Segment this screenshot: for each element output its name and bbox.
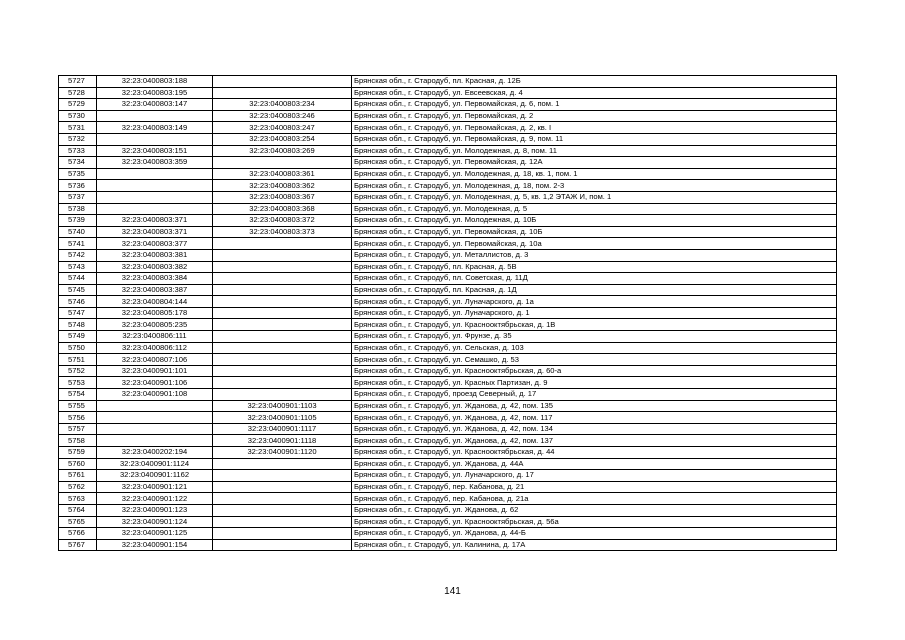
premises-cadastral-number-cell: 32:23:0400803:254 [213, 133, 352, 145]
row-number-cell: 5738 [59, 203, 97, 215]
premises-cadastral-number-cell: 32:23:0400803:368 [213, 203, 352, 215]
row-number-cell: 5748 [59, 319, 97, 331]
row-number-cell: 5734 [59, 157, 97, 169]
table-row [59, 76, 837, 88]
row-number-cell: 5745 [59, 284, 97, 296]
cadastral-number-cell: 32:23:0400901:108 [97, 389, 213, 401]
address-cell: Брянская обл., г. Стародуб, пл. Красная, д. 12Б [352, 76, 837, 88]
row-number-cell: 5733 [59, 145, 97, 157]
cadastral-number-cell: 32:23:0400901:123 [97, 504, 213, 516]
address-cell: Брянская обл., г. Стародуб, ул. Жданова, д. 42, пом. 137 [352, 435, 837, 447]
premises-cadastral-number-cell: 32:23:0400803:361 [213, 168, 352, 180]
cadastral-number-cell [97, 435, 213, 447]
premises-cadastral-number-cell [213, 342, 352, 354]
premises-cadastral-number-cell [213, 354, 352, 366]
table-row [59, 528, 837, 540]
row-number-cell: 5754 [59, 389, 97, 401]
cadastral-number-cell [97, 400, 213, 412]
premises-cadastral-number-cell: 32:23:0400803:246 [213, 110, 352, 122]
table-row [59, 377, 837, 389]
premises-cadastral-number-cell [213, 307, 352, 319]
address-cell: Брянская обл., г. Стародуб, ул. Жданова, д. 42, пом. 135 [352, 400, 837, 412]
address-cell: Брянская обл., г. Стародуб, ул. Луначарского, д. 17 [352, 470, 837, 482]
table-row [59, 110, 837, 122]
table-row [59, 249, 837, 261]
table-row [59, 284, 837, 296]
premises-cadastral-number-cell [213, 389, 352, 401]
premises-cadastral-number-cell [213, 481, 352, 493]
row-number-cell: 5758 [59, 435, 97, 447]
table-row [59, 539, 837, 551]
cadastral-number-cell: 32:23:0400803:384 [97, 273, 213, 285]
address-cell: Брянская обл., г. Стародуб, ул. Молодежная, д. 5 [352, 203, 837, 215]
premises-cadastral-number-cell [213, 76, 352, 88]
address-cell: Брянская обл., г. Стародуб, ул. Сельская, д. 103 [352, 342, 837, 354]
cadastral-number-cell: 32:23:0400803:188 [97, 76, 213, 88]
cadastral-number-cell: 32:23:0400805:235 [97, 319, 213, 331]
premises-cadastral-number-cell [213, 470, 352, 482]
cadastral-number-cell [97, 203, 213, 215]
address-cell: Брянская обл., г. Стародуб, ул. Красных Партизан, д. 9 [352, 377, 837, 389]
row-number-cell: 5755 [59, 400, 97, 412]
cadastral-number-cell [97, 180, 213, 192]
address-cell: Брянская обл., г. Стародуб, ул. Молодежная, д. 5, кв. 1,2 ЭТАЖ И, пом. 1 [352, 191, 837, 203]
table-row [59, 319, 837, 331]
address-cell: Брянская обл., г. Стародуб, ул. Молодежная, д. 10Б [352, 215, 837, 227]
premises-cadastral-number-cell [213, 261, 352, 273]
address-cell: Брянская обл., г. Стародуб, проезд Северный, д. 17 [352, 389, 837, 401]
premises-cadastral-number-cell [213, 528, 352, 540]
premises-cadastral-number-cell [213, 331, 352, 343]
address-cell: Брянская обл., г. Стародуб, ул. Первомайская, д. 2 [352, 110, 837, 122]
row-number-cell: 5749 [59, 331, 97, 343]
row-number-cell: 5746 [59, 296, 97, 308]
row-number-cell: 5743 [59, 261, 97, 273]
address-cell: Брянская обл., г. Стародуб, ул. Первомайская, д. 2, кв. I [352, 122, 837, 134]
address-cell: Брянская обл., г. Стародуб, ул. Первомайская, д. 9, пом. 11 [352, 133, 837, 145]
premises-cadastral-number-cell [213, 539, 352, 551]
table-row [59, 145, 837, 157]
cadastral-number-cell: 32:23:0400803:371 [97, 215, 213, 227]
table-row [59, 133, 837, 145]
table-row [59, 238, 837, 250]
table-row [59, 157, 837, 169]
table-row [59, 447, 837, 459]
table-row [59, 400, 837, 412]
address-cell: Брянская обл., г. Стародуб, ул. Первомайская, д. 10а [352, 238, 837, 250]
row-number-cell: 5744 [59, 273, 97, 285]
premises-cadastral-number-cell: 32:23:0400901:1105 [213, 412, 352, 424]
registry-table [58, 75, 837, 551]
premises-cadastral-number-cell [213, 319, 352, 331]
cadastral-number-cell: 32:23:0400803:371 [97, 226, 213, 238]
cadastral-number-cell: 32:23:0400803:149 [97, 122, 213, 134]
row-number-cell: 5742 [59, 249, 97, 261]
table-row [59, 296, 837, 308]
cadastral-number-cell: 32:23:0400901:154 [97, 539, 213, 551]
row-number-cell: 5756 [59, 412, 97, 424]
cadastral-number-cell: 32:23:0400803:195 [97, 87, 213, 99]
table-row [59, 99, 837, 111]
address-cell: Брянская обл., г. Стародуб, пл. Красная, д. 1Д [352, 284, 837, 296]
row-number-cell: 5740 [59, 226, 97, 238]
page-number: 141 [444, 586, 461, 597]
address-cell: Брянская обл., г. Стародуб, пер. Кабанова, д. 21а [352, 493, 837, 505]
address-cell: Брянская обл., г. Стародуб, ул. Краснооктябрьская, д. 1В [352, 319, 837, 331]
premises-cadastral-number-cell [213, 296, 352, 308]
table-row [59, 342, 837, 354]
cadastral-number-cell: 32:23:0400202:194 [97, 447, 213, 459]
table-row [59, 87, 837, 99]
address-cell: Брянская обл., г. Стародуб, ул. Краснооктябрьская, д. 44 [352, 447, 837, 459]
table-row [59, 493, 837, 505]
cadastral-number-cell: 32:23:0400901:122 [97, 493, 213, 505]
table-row [59, 516, 837, 528]
premises-cadastral-number-cell [213, 516, 352, 528]
cadastral-number-cell: 32:23:0400803:382 [97, 261, 213, 273]
table-row [59, 226, 837, 238]
table-row [59, 412, 837, 424]
table-row [59, 215, 837, 227]
premises-cadastral-number-cell: 32:23:0400803:247 [213, 122, 352, 134]
cadastral-number-cell [97, 191, 213, 203]
row-number-cell: 5747 [59, 307, 97, 319]
row-number-cell: 5731 [59, 122, 97, 134]
address-cell: Брянская обл., г. Стародуб, ул. Краснооктябрьская, д. 60-а [352, 365, 837, 377]
table-row [59, 389, 837, 401]
cadastral-number-cell: 32:23:0400901:124 [97, 516, 213, 528]
cadastral-number-cell: 32:23:0400804:144 [97, 296, 213, 308]
table-row [59, 307, 837, 319]
cadastral-number-cell: 32:23:0400803:147 [97, 99, 213, 111]
address-cell: Брянская обл., г. Стародуб, ул. Фрунзе, д. 35 [352, 331, 837, 343]
address-cell: Брянская обл., г. Стародуб, ул. Жданова, д. 42, пом. 117 [352, 412, 837, 424]
cadastral-number-cell: 32:23:0400803:377 [97, 238, 213, 250]
premises-cadastral-number-cell: 32:23:0400803:367 [213, 191, 352, 203]
cadastral-number-cell: 32:23:0400803:151 [97, 145, 213, 157]
premises-cadastral-number-cell: 32:23:0400803:269 [213, 145, 352, 157]
row-number-cell: 5764 [59, 504, 97, 516]
premises-cadastral-number-cell [213, 249, 352, 261]
premises-cadastral-number-cell: 32:23:0400901:1103 [213, 400, 352, 412]
premises-cadastral-number-cell [213, 157, 352, 169]
address-cell: Брянская обл., г. Стародуб, ул. Семашко, д. 53 [352, 354, 837, 366]
cadastral-number-cell [97, 168, 213, 180]
address-cell: Брянская обл., г. Стародуб, ул. Жданова, д. 42, пом. 134 [352, 423, 837, 435]
table-row [59, 331, 837, 343]
premises-cadastral-number-cell: 32:23:0400803:362 [213, 180, 352, 192]
table-row [59, 191, 837, 203]
cadastral-number-cell: 32:23:0400901:125 [97, 528, 213, 540]
premises-cadastral-number-cell [213, 493, 352, 505]
address-cell: Брянская обл., г. Стародуб, ул. Калинина, д. 17А [352, 539, 837, 551]
address-cell: Брянская обл., г. Стародуб, ул. Луначарского, д. 1а [352, 296, 837, 308]
address-cell: Брянская обл., г. Стародуб, ул. Молодежная, д. 8, пом. 11 [352, 145, 837, 157]
row-number-cell: 5765 [59, 516, 97, 528]
table-row [59, 261, 837, 273]
row-number-cell: 5763 [59, 493, 97, 505]
premises-cadastral-number-cell [213, 284, 352, 296]
cadastral-number-cell: 32:23:0400901:106 [97, 377, 213, 389]
row-number-cell: 5751 [59, 354, 97, 366]
premises-cadastral-number-cell [213, 273, 352, 285]
row-number-cell: 5741 [59, 238, 97, 250]
premises-cadastral-number-cell [213, 504, 352, 516]
address-cell: Брянская обл., г. Стародуб, ул. Молодежная, д. 18, пом. 2-3 [352, 180, 837, 192]
address-cell: Брянская обл., г. Стародуб, ул. Первомайская, д. 10Б [352, 226, 837, 238]
registry-table-body [59, 76, 837, 551]
address-cell: Брянская обл., г. Стародуб, пл. Красная, д. 5В [352, 261, 837, 273]
row-number-cell: 5767 [59, 539, 97, 551]
row-number-cell: 5750 [59, 342, 97, 354]
row-number-cell: 5766 [59, 528, 97, 540]
row-number-cell: 5739 [59, 215, 97, 227]
row-number-cell: 5760 [59, 458, 97, 470]
row-number-cell: 5732 [59, 133, 97, 145]
premises-cadastral-number-cell [213, 365, 352, 377]
premises-cadastral-number-cell: 32:23:0400803:372 [213, 215, 352, 227]
cadastral-number-cell: 32:23:0400901:121 [97, 481, 213, 493]
table-row [59, 458, 837, 470]
row-number-cell: 5735 [59, 168, 97, 180]
address-cell: Брянская обл., г. Стародуб, пер. Кабанова, д. 21 [352, 481, 837, 493]
table-row [59, 273, 837, 285]
cadastral-number-cell: 32:23:0400901:1162 [97, 470, 213, 482]
table-row [59, 122, 837, 134]
premises-cadastral-number-cell: 32:23:0400803:234 [213, 99, 352, 111]
cadastral-number-cell: 32:23:0400803:381 [97, 249, 213, 261]
premises-cadastral-number-cell: 32:23:0400901:1120 [213, 447, 352, 459]
address-cell: Брянская обл., г. Стародуб, ул. Евсеевская, д. 4 [352, 87, 837, 99]
row-number-cell: 5736 [59, 180, 97, 192]
table-row [59, 481, 837, 493]
cadastral-number-cell [97, 133, 213, 145]
row-number-cell: 5757 [59, 423, 97, 435]
premises-cadastral-number-cell [213, 458, 352, 470]
table-row [59, 168, 837, 180]
row-number-cell: 5762 [59, 481, 97, 493]
table-row [59, 423, 837, 435]
row-number-cell: 5728 [59, 87, 97, 99]
address-cell: Брянская обл., г. Стародуб, ул. Первомайская, д. 6, пом. 1 [352, 99, 837, 111]
row-number-cell: 5753 [59, 377, 97, 389]
cadastral-number-cell: 32:23:0400803:359 [97, 157, 213, 169]
premises-cadastral-number-cell [213, 238, 352, 250]
row-number-cell: 5759 [59, 447, 97, 459]
address-cell: Брянская обл., г. Стародуб, ул. Первомайская, д. 12А [352, 157, 837, 169]
row-number-cell: 5729 [59, 99, 97, 111]
address-cell: Брянская обл., г. Стародуб, ул. Молодежная, д. 18, кв. 1, пом. 1 [352, 168, 837, 180]
cadastral-number-cell: 32:23:0400901:101 [97, 365, 213, 377]
cadastral-number-cell: 32:23:0400805:178 [97, 307, 213, 319]
table-row [59, 203, 837, 215]
address-cell: Брянская обл., г. Стародуб, ул. Луначарского, д. 1 [352, 307, 837, 319]
address-cell: Брянская обл., г. Стародуб, ул. Краснооктябрьская, д. 56а [352, 516, 837, 528]
cadastral-number-cell: 32:23:0400806:112 [97, 342, 213, 354]
premises-cadastral-number-cell: 32:23:0400803:373 [213, 226, 352, 238]
address-cell: Брянская обл., г. Стародуб, ул. Металлистов, д. 3 [352, 249, 837, 261]
cadastral-number-cell: 32:23:0400901:1124 [97, 458, 213, 470]
table-row [59, 435, 837, 447]
address-cell: Брянская обл., г. Стародуб, ул. Жданова, д. 44А [352, 458, 837, 470]
cadastral-number-cell: 32:23:0400807:106 [97, 354, 213, 366]
cadastral-number-cell [97, 423, 213, 435]
row-number-cell: 5727 [59, 76, 97, 88]
table-row [59, 504, 837, 516]
row-number-cell: 5752 [59, 365, 97, 377]
row-number-cell: 5761 [59, 470, 97, 482]
premises-cadastral-number-cell [213, 377, 352, 389]
address-cell: Брянская обл., г. Стародуб, ул. Жданова, д. 44-Б [352, 528, 837, 540]
premises-cadastral-number-cell: 32:23:0400901:1117 [213, 423, 352, 435]
cadastral-number-cell [97, 110, 213, 122]
table-row [59, 470, 837, 482]
row-number-cell: 5730 [59, 110, 97, 122]
table-row [59, 354, 837, 366]
table-row [59, 180, 837, 192]
premises-cadastral-number-cell [213, 87, 352, 99]
cadastral-number-cell [97, 412, 213, 424]
address-cell: Брянская обл., г. Стародуб, пл. Советская, д. 11Д [352, 273, 837, 285]
address-cell: Брянская обл., г. Стародуб, ул. Жданова, д. 62 [352, 504, 837, 516]
cadastral-number-cell: 32:23:0400806:111 [97, 331, 213, 343]
cadastral-number-cell: 32:23:0400803:387 [97, 284, 213, 296]
row-number-cell: 5737 [59, 191, 97, 203]
table-row [59, 365, 837, 377]
premises-cadastral-number-cell: 32:23:0400901:1118 [213, 435, 352, 447]
